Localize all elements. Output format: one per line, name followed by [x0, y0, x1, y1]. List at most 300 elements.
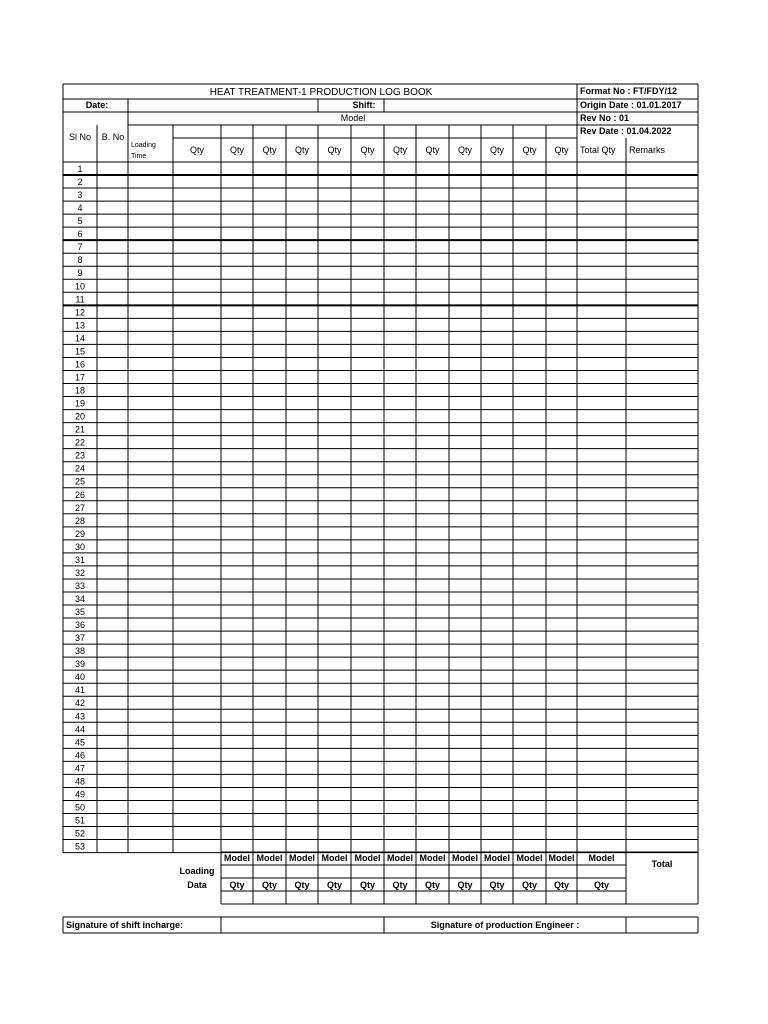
entry-cell[interactable] [174, 841, 220, 852]
entry-cell[interactable] [287, 450, 317, 461]
entry-cell[interactable] [450, 202, 480, 213]
entry-cell[interactable] [254, 658, 285, 669]
entry-cell[interactable] [352, 762, 383, 773]
entry-cell[interactable] [627, 241, 697, 252]
entry-cell[interactable] [450, 788, 480, 799]
entry-cell[interactable] [319, 749, 350, 760]
entry-cell[interactable] [385, 541, 415, 552]
entry-cell[interactable] [287, 306, 317, 317]
entry-cell[interactable] [514, 463, 545, 474]
entry-cell[interactable] [319, 385, 350, 396]
entry-cell[interactable] [174, 815, 220, 826]
entry-cell[interactable] [627, 801, 697, 812]
entry-cell[interactable] [578, 202, 625, 213]
entry-cell[interactable] [287, 515, 317, 526]
entry-cell[interactable] [627, 358, 697, 369]
entry-cell[interactable] [547, 684, 576, 695]
entry-cell[interactable] [482, 385, 512, 396]
entry-cell[interactable] [254, 215, 285, 226]
entry-cell[interactable] [319, 176, 350, 187]
entry-cell[interactable] [98, 450, 127, 461]
entry-cell[interactable] [450, 801, 480, 812]
entry-cell[interactable] [482, 371, 512, 382]
entry-cell[interactable] [129, 398, 172, 409]
entry-cell[interactable] [254, 189, 285, 200]
entry-cell[interactable] [627, 450, 697, 461]
entry-cell[interactable] [482, 176, 512, 187]
entry-cell[interactable] [450, 736, 480, 747]
entry-cell[interactable] [222, 788, 252, 799]
entry-cell[interactable] [482, 241, 512, 252]
entry-cell[interactable] [627, 228, 697, 239]
entry-cell[interactable] [417, 267, 448, 278]
entry-cell[interactable] [98, 345, 127, 356]
entry-cell[interactable] [547, 749, 576, 760]
entry-cell[interactable] [98, 202, 127, 213]
entry-cell[interactable] [319, 371, 350, 382]
entry-cell[interactable] [129, 280, 172, 291]
entry-cell[interactable] [514, 385, 545, 396]
entry-cell[interactable] [287, 749, 317, 760]
entry-cell[interactable] [385, 345, 415, 356]
entry-cell[interactable] [385, 632, 415, 643]
entry-cell[interactable] [385, 189, 415, 200]
entry-cell[interactable] [578, 658, 625, 669]
entry-cell[interactable] [98, 398, 127, 409]
entry-cell[interactable] [129, 749, 172, 760]
entry-cell[interactable] [482, 710, 512, 721]
entry-cell[interactable] [482, 749, 512, 760]
entry-cell[interactable] [254, 280, 285, 291]
entry-cell[interactable] [129, 241, 172, 252]
entry-cell[interactable] [417, 593, 448, 604]
entry-cell[interactable] [578, 241, 625, 252]
entry-cell[interactable] [174, 801, 220, 812]
entry-cell[interactable] [627, 567, 697, 578]
entry-cell[interactable] [514, 658, 545, 669]
entry-cell[interactable] [254, 710, 285, 721]
entry-cell[interactable] [450, 723, 480, 734]
entry-cell[interactable] [578, 671, 625, 682]
entry-cell[interactable] [352, 437, 383, 448]
entry-cell[interactable] [450, 528, 480, 539]
entry-cell[interactable] [417, 684, 448, 695]
entry-cell[interactable] [385, 658, 415, 669]
entry-cell[interactable] [514, 176, 545, 187]
entry-cell[interactable] [450, 437, 480, 448]
entry-cell[interactable] [254, 606, 285, 617]
entry-cell[interactable] [98, 463, 127, 474]
entry-cell[interactable] [385, 828, 415, 839]
entry-cell[interactable] [98, 280, 127, 291]
entry-cell[interactable] [417, 319, 448, 330]
entry-cell[interactable] [514, 371, 545, 382]
entry-cell[interactable] [417, 801, 448, 812]
entry-cell[interactable] [578, 502, 625, 513]
entry-cell[interactable] [129, 319, 172, 330]
entry-cell[interactable] [319, 189, 350, 200]
entry-cell[interactable] [547, 358, 576, 369]
entry-cell[interactable] [417, 567, 448, 578]
entry-cell[interactable] [547, 437, 576, 448]
entry-cell[interactable] [514, 828, 545, 839]
entry-cell[interactable] [627, 215, 697, 226]
entry-cell[interactable] [385, 241, 415, 252]
entry-cell[interactable] [174, 463, 220, 474]
entry-cell[interactable] [450, 319, 480, 330]
entry-cell[interactable] [385, 280, 415, 291]
entry-cell[interactable] [352, 176, 383, 187]
entry-cell[interactable] [514, 749, 545, 760]
entry-cell[interactable] [417, 528, 448, 539]
entry-cell[interactable] [98, 658, 127, 669]
entry-cell[interactable] [319, 163, 350, 174]
entry-cell[interactable] [352, 293, 383, 304]
entry-cell[interactable] [450, 241, 480, 252]
entry-cell[interactable] [222, 658, 252, 669]
entry-cell[interactable] [222, 580, 252, 591]
entry-cell[interactable] [514, 815, 545, 826]
entry-cell[interactable] [547, 411, 576, 422]
entry-cell[interactable] [417, 619, 448, 630]
entry-cell[interactable] [627, 280, 697, 291]
entry-cell[interactable] [514, 215, 545, 226]
entry-cell[interactable] [222, 202, 252, 213]
entry-cell[interactable] [450, 424, 480, 435]
entry-cell[interactable] [417, 254, 448, 265]
entry-cell[interactable] [627, 332, 697, 343]
entry-cell[interactable] [98, 710, 127, 721]
entry-cell[interactable] [319, 398, 350, 409]
entry-cell[interactable] [254, 684, 285, 695]
entry-cell[interactable] [98, 528, 127, 539]
entry-cell[interactable] [222, 775, 252, 786]
entry-cell[interactable] [287, 398, 317, 409]
entry-cell[interactable] [547, 762, 576, 773]
entry-cell[interactable] [352, 710, 383, 721]
entry-cell[interactable] [222, 254, 252, 265]
entry-cell[interactable] [417, 424, 448, 435]
entry-cell[interactable] [547, 398, 576, 409]
entry-cell[interactable] [578, 580, 625, 591]
entry-cell[interactable] [174, 398, 220, 409]
entry-cell[interactable] [287, 528, 317, 539]
entry-cell[interactable] [578, 450, 625, 461]
entry-cell[interactable] [450, 293, 480, 304]
entry-cell[interactable] [98, 697, 127, 708]
entry-cell[interactable] [417, 293, 448, 304]
entry-cell[interactable] [417, 385, 448, 396]
entry-cell[interactable] [385, 371, 415, 382]
entry-cell[interactable] [319, 762, 350, 773]
entry-cell[interactable] [514, 411, 545, 422]
entry-cell[interactable] [450, 254, 480, 265]
entry-cell[interactable] [514, 541, 545, 552]
entry-cell[interactable] [222, 424, 252, 435]
entry-cell[interactable] [352, 398, 383, 409]
entry-cell[interactable] [627, 254, 697, 265]
entry-cell[interactable] [627, 163, 697, 174]
entry-cell[interactable] [627, 684, 697, 695]
entry-cell[interactable] [627, 658, 697, 669]
entry-cell[interactable] [547, 280, 576, 291]
entry-cell[interactable] [547, 163, 576, 174]
entry-cell[interactable] [287, 775, 317, 786]
entry-cell[interactable] [222, 332, 252, 343]
entry-cell[interactable] [352, 658, 383, 669]
entry-cell[interactable] [450, 411, 480, 422]
entry-cell[interactable] [578, 424, 625, 435]
entry-cell[interactable] [222, 723, 252, 734]
entry-cell[interactable] [254, 801, 285, 812]
entry-cell[interactable] [222, 450, 252, 461]
entry-cell[interactable] [417, 332, 448, 343]
entry-cell[interactable] [578, 280, 625, 291]
entry-cell[interactable] [174, 788, 220, 799]
entry-cell[interactable] [222, 567, 252, 578]
entry-cell[interactable] [417, 306, 448, 317]
entry-cell[interactable] [174, 736, 220, 747]
entry-cell[interactable] [319, 632, 350, 643]
entry-cell[interactable] [547, 385, 576, 396]
entry-cell[interactable] [319, 619, 350, 630]
entry-cell[interactable] [514, 788, 545, 799]
entry-cell[interactable] [514, 723, 545, 734]
entry-cell[interactable] [450, 606, 480, 617]
entry-cell[interactable] [385, 476, 415, 487]
entry-cell[interactable] [319, 267, 350, 278]
entry-cell[interactable] [385, 788, 415, 799]
entry-cell[interactable] [352, 463, 383, 474]
entry-cell[interactable] [174, 697, 220, 708]
entry-cell[interactable] [417, 541, 448, 552]
entry-cell[interactable] [482, 398, 512, 409]
entry-cell[interactable] [222, 228, 252, 239]
entry-cell[interactable] [547, 267, 576, 278]
entry-cell[interactable] [627, 606, 697, 617]
entry-cell[interactable] [385, 762, 415, 773]
entry-cell[interactable] [482, 515, 512, 526]
entry-cell[interactable] [222, 801, 252, 812]
entry-cell[interactable] [98, 163, 127, 174]
entry-cell[interactable] [254, 723, 285, 734]
entry-cell[interactable] [547, 528, 576, 539]
entry-cell[interactable] [352, 515, 383, 526]
entry-cell[interactable] [578, 841, 625, 852]
entry-cell[interactable] [547, 450, 576, 461]
entry-cell[interactable] [627, 385, 697, 396]
entry-cell[interactable] [514, 567, 545, 578]
entry-cell[interactable] [319, 606, 350, 617]
entry-cell[interactable] [547, 345, 576, 356]
entry-cell[interactable] [222, 749, 252, 760]
entry-cell[interactable] [129, 841, 172, 852]
entry-cell[interactable] [385, 450, 415, 461]
entry-cell[interactable] [385, 841, 415, 852]
entry-cell[interactable] [450, 619, 480, 630]
entry-cell[interactable] [352, 606, 383, 617]
entry-cell[interactable] [627, 528, 697, 539]
entry-cell[interactable] [98, 176, 127, 187]
entry-cell[interactable] [627, 502, 697, 513]
entry-cell[interactable] [174, 306, 220, 317]
entry-cell[interactable] [319, 775, 350, 786]
entry-cell[interactable] [482, 319, 512, 330]
entry-cell[interactable] [450, 267, 480, 278]
entry-cell[interactable] [287, 580, 317, 591]
entry-cell[interactable] [174, 371, 220, 382]
entry-cell[interactable] [254, 567, 285, 578]
entry-cell[interactable] [222, 541, 252, 552]
entry-cell[interactable] [547, 788, 576, 799]
entry-cell[interactable] [417, 775, 448, 786]
entry-cell[interactable] [287, 476, 317, 487]
entry-cell[interactable] [385, 697, 415, 708]
entry-cell[interactable] [352, 502, 383, 513]
entry-cell[interactable] [287, 567, 317, 578]
entry-cell[interactable] [98, 828, 127, 839]
entry-cell[interactable] [450, 515, 480, 526]
entry-cell[interactable] [287, 541, 317, 552]
entry-cell[interactable] [385, 202, 415, 213]
entry-cell[interactable] [174, 345, 220, 356]
entry-cell[interactable] [450, 593, 480, 604]
entry-cell[interactable] [174, 541, 220, 552]
entry-cell[interactable] [627, 437, 697, 448]
entry-cell[interactable] [482, 528, 512, 539]
entry-cell[interactable] [417, 228, 448, 239]
entry-cell[interactable] [352, 828, 383, 839]
entry-cell[interactable] [417, 841, 448, 852]
entry-cell[interactable] [578, 554, 625, 565]
entry-cell[interactable] [287, 228, 317, 239]
entry-cell[interactable] [129, 502, 172, 513]
entry-cell[interactable] [385, 306, 415, 317]
entry-cell[interactable] [417, 697, 448, 708]
entry-cell[interactable] [222, 697, 252, 708]
entry-cell[interactable] [129, 554, 172, 565]
entry-cell[interactable] [417, 345, 448, 356]
entry-cell[interactable] [547, 293, 576, 304]
entry-cell[interactable] [98, 554, 127, 565]
entry-cell[interactable] [254, 267, 285, 278]
entry-cell[interactable] [417, 163, 448, 174]
entry-cell[interactable] [129, 228, 172, 239]
entry-cell[interactable] [450, 775, 480, 786]
entry-cell[interactable] [98, 319, 127, 330]
entry-cell[interactable] [287, 280, 317, 291]
entry-cell[interactable] [254, 828, 285, 839]
entry-cell[interactable] [385, 684, 415, 695]
entry-cell[interactable] [287, 697, 317, 708]
entry-cell[interactable] [98, 593, 127, 604]
entry-cell[interactable] [547, 502, 576, 513]
entry-cell[interactable] [514, 345, 545, 356]
entry-cell[interactable] [129, 411, 172, 422]
entry-cell[interactable] [174, 476, 220, 487]
entry-cell[interactable] [514, 645, 545, 656]
entry-cell[interactable] [482, 215, 512, 226]
entry-cell[interactable] [385, 463, 415, 474]
entry-cell[interactable] [222, 345, 252, 356]
entry-cell[interactable] [627, 489, 697, 500]
entry-cell[interactable] [319, 528, 350, 539]
entry-cell[interactable] [352, 163, 383, 174]
entry-cell[interactable] [417, 411, 448, 422]
entry-cell[interactable] [482, 450, 512, 461]
entry-cell[interactable] [482, 801, 512, 812]
entry-cell[interactable] [319, 788, 350, 799]
entry-cell[interactable] [417, 280, 448, 291]
entry-cell[interactable] [450, 176, 480, 187]
entry-cell[interactable] [578, 619, 625, 630]
entry-cell[interactable] [319, 424, 350, 435]
entry-cell[interactable] [578, 463, 625, 474]
entry-cell[interactable] [319, 815, 350, 826]
entry-cell[interactable] [98, 645, 127, 656]
entry-cell[interactable] [578, 762, 625, 773]
entry-cell[interactable] [417, 450, 448, 461]
entry-cell[interactable] [578, 515, 625, 526]
entry-cell[interactable] [254, 306, 285, 317]
entry-cell[interactable] [98, 502, 127, 513]
entry-cell[interactable] [352, 202, 383, 213]
entry-cell[interactable] [514, 476, 545, 487]
entry-cell[interactable] [385, 671, 415, 682]
entry-cell[interactable] [98, 762, 127, 773]
entry-cell[interactable] [319, 437, 350, 448]
entry-cell[interactable] [514, 606, 545, 617]
entry-cell[interactable] [319, 358, 350, 369]
entry-cell[interactable] [129, 580, 172, 591]
entry-cell[interactable] [385, 176, 415, 187]
entry-cell[interactable] [352, 306, 383, 317]
entry-cell[interactable] [627, 476, 697, 487]
entry-cell[interactable] [450, 671, 480, 682]
entry-cell[interactable] [319, 450, 350, 461]
entry-cell[interactable] [482, 619, 512, 630]
entry-cell[interactable] [385, 528, 415, 539]
entry-cell[interactable] [547, 306, 576, 317]
entry-cell[interactable] [287, 736, 317, 747]
entry-cell[interactable] [174, 424, 220, 435]
entry-cell[interactable] [578, 593, 625, 604]
entry-cell[interactable] [514, 502, 545, 513]
entry-cell[interactable] [254, 580, 285, 591]
entry-cell[interactable] [222, 358, 252, 369]
entry-cell[interactable] [129, 528, 172, 539]
entry-cell[interactable] [287, 710, 317, 721]
entry-cell[interactable] [174, 658, 220, 669]
entry-cell[interactable] [319, 567, 350, 578]
entry-cell[interactable] [578, 163, 625, 174]
entry-cell[interactable] [222, 371, 252, 382]
entry-cell[interactable] [482, 489, 512, 500]
entry-cell[interactable] [129, 267, 172, 278]
entry-cell[interactable] [352, 593, 383, 604]
entry-cell[interactable] [287, 619, 317, 630]
entry-cell[interactable] [254, 541, 285, 552]
entry-cell[interactable] [514, 202, 545, 213]
entry-cell[interactable] [222, 684, 252, 695]
entry-cell[interactable] [98, 815, 127, 826]
entry-cell[interactable] [98, 841, 127, 852]
entry-cell[interactable] [450, 463, 480, 474]
entry-cell[interactable] [352, 775, 383, 786]
entry-cell[interactable] [98, 215, 127, 226]
entry-cell[interactable] [514, 437, 545, 448]
entry-cell[interactable] [174, 358, 220, 369]
